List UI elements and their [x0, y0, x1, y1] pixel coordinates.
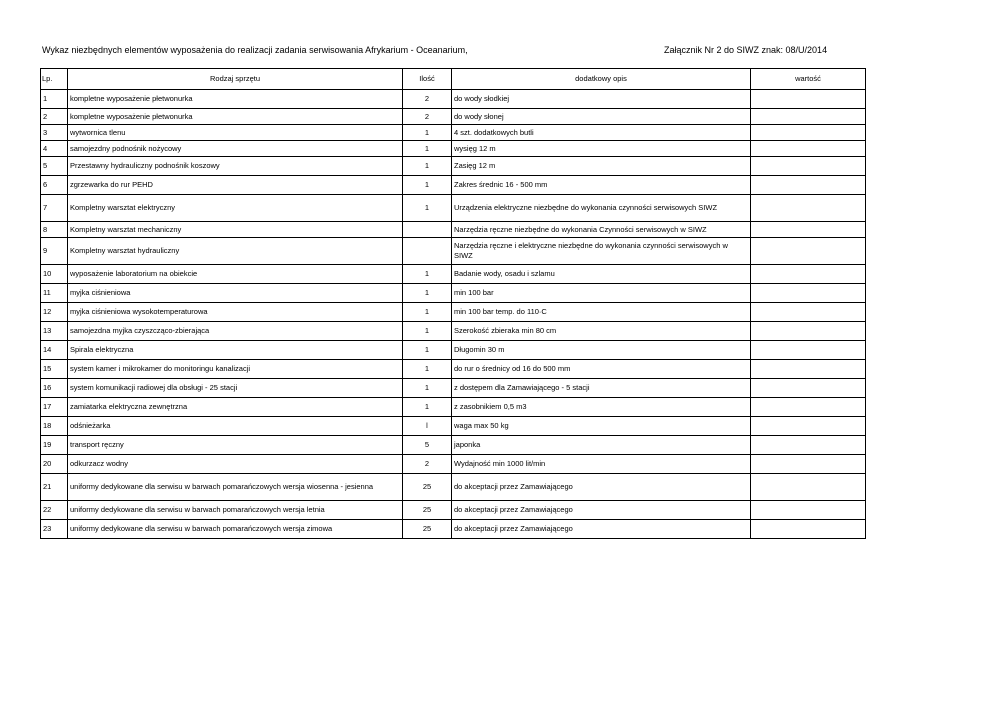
equipment-quantity: 25	[403, 520, 452, 539]
table-row	[41, 398, 866, 417]
equipment-quantity: l	[403, 417, 452, 436]
row-number: 13	[41, 322, 68, 341]
equipment-quantity	[403, 238, 452, 265]
equipment-description: Długomin 30 m	[452, 341, 751, 360]
equipment-name: Kompletny warsztat hydrauliczny	[68, 238, 403, 265]
document-title: Wykaz niezbędnych elementów wyposażenia do realizacji zadania serwisowania Afrykarium - Oceanarium,	[42, 45, 468, 55]
equipment-name: system komunikacji radiowej dla obsługi - 25 stacji	[68, 379, 403, 398]
table-row	[41, 125, 866, 141]
equipment-name: kompletne wyposażenie płetwonurka	[68, 109, 403, 125]
equipment-value	[751, 125, 866, 141]
equipment-name: Kompletny warsztat mechaniczny	[68, 222, 403, 238]
equipment-name: myjka ciśnieniowa	[68, 284, 403, 303]
equipment-quantity: 25	[403, 474, 452, 501]
equipment-description: do akceptacji przez Zamawiającego	[452, 501, 751, 520]
equipment-quantity: 1	[403, 322, 452, 341]
equipment-description: do akceptacji przez Zamawiającego	[452, 474, 751, 501]
row-number: 16	[41, 379, 68, 398]
equipment-quantity: 2	[403, 90, 452, 109]
equipment-name: zamiatarka elektryczna zewnętrzna	[68, 398, 403, 417]
equipment-description: min 100 bar temp. do 110·C	[452, 303, 751, 322]
table-row	[41, 322, 866, 341]
equipment-quantity: 1	[403, 141, 452, 157]
equipment-description: do akceptacji przez Zamawiającego	[452, 520, 751, 539]
row-number: 11	[41, 284, 68, 303]
equipment-description: Szerokość zbieraka min 80 cm	[452, 322, 751, 341]
table-row	[41, 141, 866, 157]
equipment-quantity: 1	[403, 284, 452, 303]
equipment-description: do wody słonej	[452, 109, 751, 125]
equipment-value	[751, 360, 866, 379]
equipment-name: samojezdny podnośnik nożycowy	[68, 141, 403, 157]
row-number: 3	[41, 125, 68, 141]
equipment-quantity: 1	[403, 360, 452, 379]
equipment-quantity: 1	[403, 125, 452, 141]
row-number: 20	[41, 455, 68, 474]
row-number: 4	[41, 141, 68, 157]
table-row	[41, 284, 866, 303]
table-row	[41, 90, 866, 109]
table-row	[41, 436, 866, 455]
equipment-description: Badanie wody, osadu i szlamu	[452, 265, 751, 284]
equipment-description: Narzędzia ręczne i elektryczne niezbędne do wykonania czynności serwisowych w SIWZ	[452, 238, 751, 265]
row-number: 5	[41, 157, 68, 176]
table-row	[41, 238, 866, 265]
equipment-quantity: 1	[403, 176, 452, 195]
row-number: 21	[41, 474, 68, 501]
equipment-quantity: 2	[403, 455, 452, 474]
equipment-name: samojezdna myjka czyszcząco-zbierająca	[68, 322, 403, 341]
equipment-value	[751, 520, 866, 539]
column-header-equipment-type: Rodzaj sprzętu	[68, 69, 403, 90]
equipment-quantity: 1	[403, 195, 452, 222]
equipment-value	[751, 455, 866, 474]
row-number: 12	[41, 303, 68, 322]
table-row	[41, 520, 866, 539]
row-number: 9	[41, 238, 68, 265]
table-row	[41, 474, 866, 501]
equipment-description: Zakres średnic 16 - 500 mm	[452, 176, 751, 195]
row-number: 18	[41, 417, 68, 436]
equipment-value	[751, 501, 866, 520]
equipment-value	[751, 436, 866, 455]
equipment-quantity: 5	[403, 436, 452, 455]
equipment-description: Zasięg 12 m	[452, 157, 751, 176]
row-number: 14	[41, 341, 68, 360]
row-number: 2	[41, 109, 68, 125]
table-row	[41, 341, 866, 360]
row-number: 10	[41, 265, 68, 284]
equipment-value	[751, 398, 866, 417]
equipment-description: japonka	[452, 436, 751, 455]
equipment-name: kompletne wyposażenie płetwonurka	[68, 90, 403, 109]
equipment-description: Urządzenia elektryczne niezbędne do wykonania czynności serwisowych SIWZ	[452, 195, 751, 222]
equipment-value	[751, 90, 866, 109]
equipment-quantity: 1	[403, 341, 452, 360]
equipment-quantity: 1	[403, 379, 452, 398]
equipment-name: myjka ciśnieniowa wysokotemperaturowa	[68, 303, 403, 322]
equipment-description: z dostępem dla Zamawiającego - 5 stacji	[452, 379, 751, 398]
row-number: 17	[41, 398, 68, 417]
equipment-value	[751, 238, 866, 265]
table-row	[41, 157, 866, 176]
row-number: 1	[41, 90, 68, 109]
column-header-quantity: Ilość	[403, 69, 452, 90]
equipment-value	[751, 195, 866, 222]
equipment-description: do rur o średnicy od 16 do 500 mm	[452, 360, 751, 379]
equipment-value	[751, 284, 866, 303]
equipment-description: Narzędzia ręczne niezbędne do wykonania Czynności serwisowych w SIWZ	[452, 222, 751, 238]
equipment-name: wyposażenie laboratorium na obiekcie	[68, 265, 403, 284]
row-number: 23	[41, 520, 68, 539]
table-row	[41, 303, 866, 322]
equipment-description: do wody słodkiej	[452, 90, 751, 109]
row-number: 19	[41, 436, 68, 455]
table-row	[41, 195, 866, 222]
equipment-value	[751, 157, 866, 176]
row-number: 7	[41, 195, 68, 222]
equipment-quantity: 2	[403, 109, 452, 125]
column-header-description: dodatkowy opis	[452, 69, 751, 90]
equipment-quantity	[403, 222, 452, 238]
table-row	[41, 455, 866, 474]
equipment-value	[751, 322, 866, 341]
equipment-quantity: 25	[403, 501, 452, 520]
table-row	[41, 265, 866, 284]
row-number: 15	[41, 360, 68, 379]
equipment-quantity: 1	[403, 398, 452, 417]
equipment-name: uniformy dedykowane dla serwisu w barwach pomarańczowych wersja letnia	[68, 501, 403, 520]
equipment-name: zgrzewarka do rur PEHD	[68, 176, 403, 195]
equipment-value	[751, 222, 866, 238]
table-row	[41, 176, 866, 195]
table-header-row	[41, 69, 866, 90]
column-header-value: wartość	[751, 69, 866, 90]
equipment-description: Wydajność min 1000 lit/min	[452, 455, 751, 474]
column-header-lp: Lp.	[41, 69, 68, 90]
equipment-value	[751, 265, 866, 284]
equipment-name: uniformy dedykowane dla serwisu w barwach pomarańczowych wersja zimowa	[68, 520, 403, 539]
equipment-quantity: 1	[403, 265, 452, 284]
equipment-description: waga max 50 kg	[452, 417, 751, 436]
equipment-name: system kamer i mikrokamer do monitoringu kanalizacji	[68, 360, 403, 379]
equipment-name: wytwornica tlenu	[68, 125, 403, 141]
equipment-value	[751, 417, 866, 436]
equipment-value	[751, 141, 866, 157]
equipment-description: 4 szt. dodatkowych butli	[452, 125, 751, 141]
equipment-name: transport ręczny	[68, 436, 403, 455]
table-row	[41, 501, 866, 520]
equipment-name: uniformy dedykowane dla serwisu w barwach pomarańczowych wersja wiosenna - jesienna	[68, 474, 403, 501]
equipment-quantity: 1	[403, 157, 452, 176]
equipment-name: Przestawny hydrauliczny podnośnik koszowy	[68, 157, 403, 176]
equipment-value	[751, 474, 866, 501]
table-row	[41, 417, 866, 436]
equipment-name: odkurzacz wodny	[68, 455, 403, 474]
equipment-name: Kompletny warsztat elektryczny	[68, 195, 403, 222]
row-number: 6	[41, 176, 68, 195]
equipment-value	[751, 341, 866, 360]
table-row	[41, 379, 866, 398]
equipment-name: odśnieżarka	[68, 417, 403, 436]
attachment-reference: Załącznik Nr 2 do SIWZ znak: 08/U/2014	[664, 45, 828, 55]
equipment-description: min 100 bar	[452, 284, 751, 303]
table-row	[41, 222, 866, 238]
equipment-description: z zasobnikiem 0,5 m3	[452, 398, 751, 417]
equipment-name: Spirala elektryczna	[68, 341, 403, 360]
equipment-value	[751, 109, 866, 125]
equipment-quantity: 1	[403, 303, 452, 322]
table-row	[41, 109, 866, 125]
equipment-table	[40, 68, 866, 539]
equipment-description: wysięg 12 m	[452, 141, 751, 157]
row-number: 8	[41, 222, 68, 238]
row-number: 22	[41, 501, 68, 520]
table-row	[41, 360, 866, 379]
equipment-value	[751, 303, 866, 322]
equipment-value	[751, 176, 866, 195]
equipment-value	[751, 379, 866, 398]
